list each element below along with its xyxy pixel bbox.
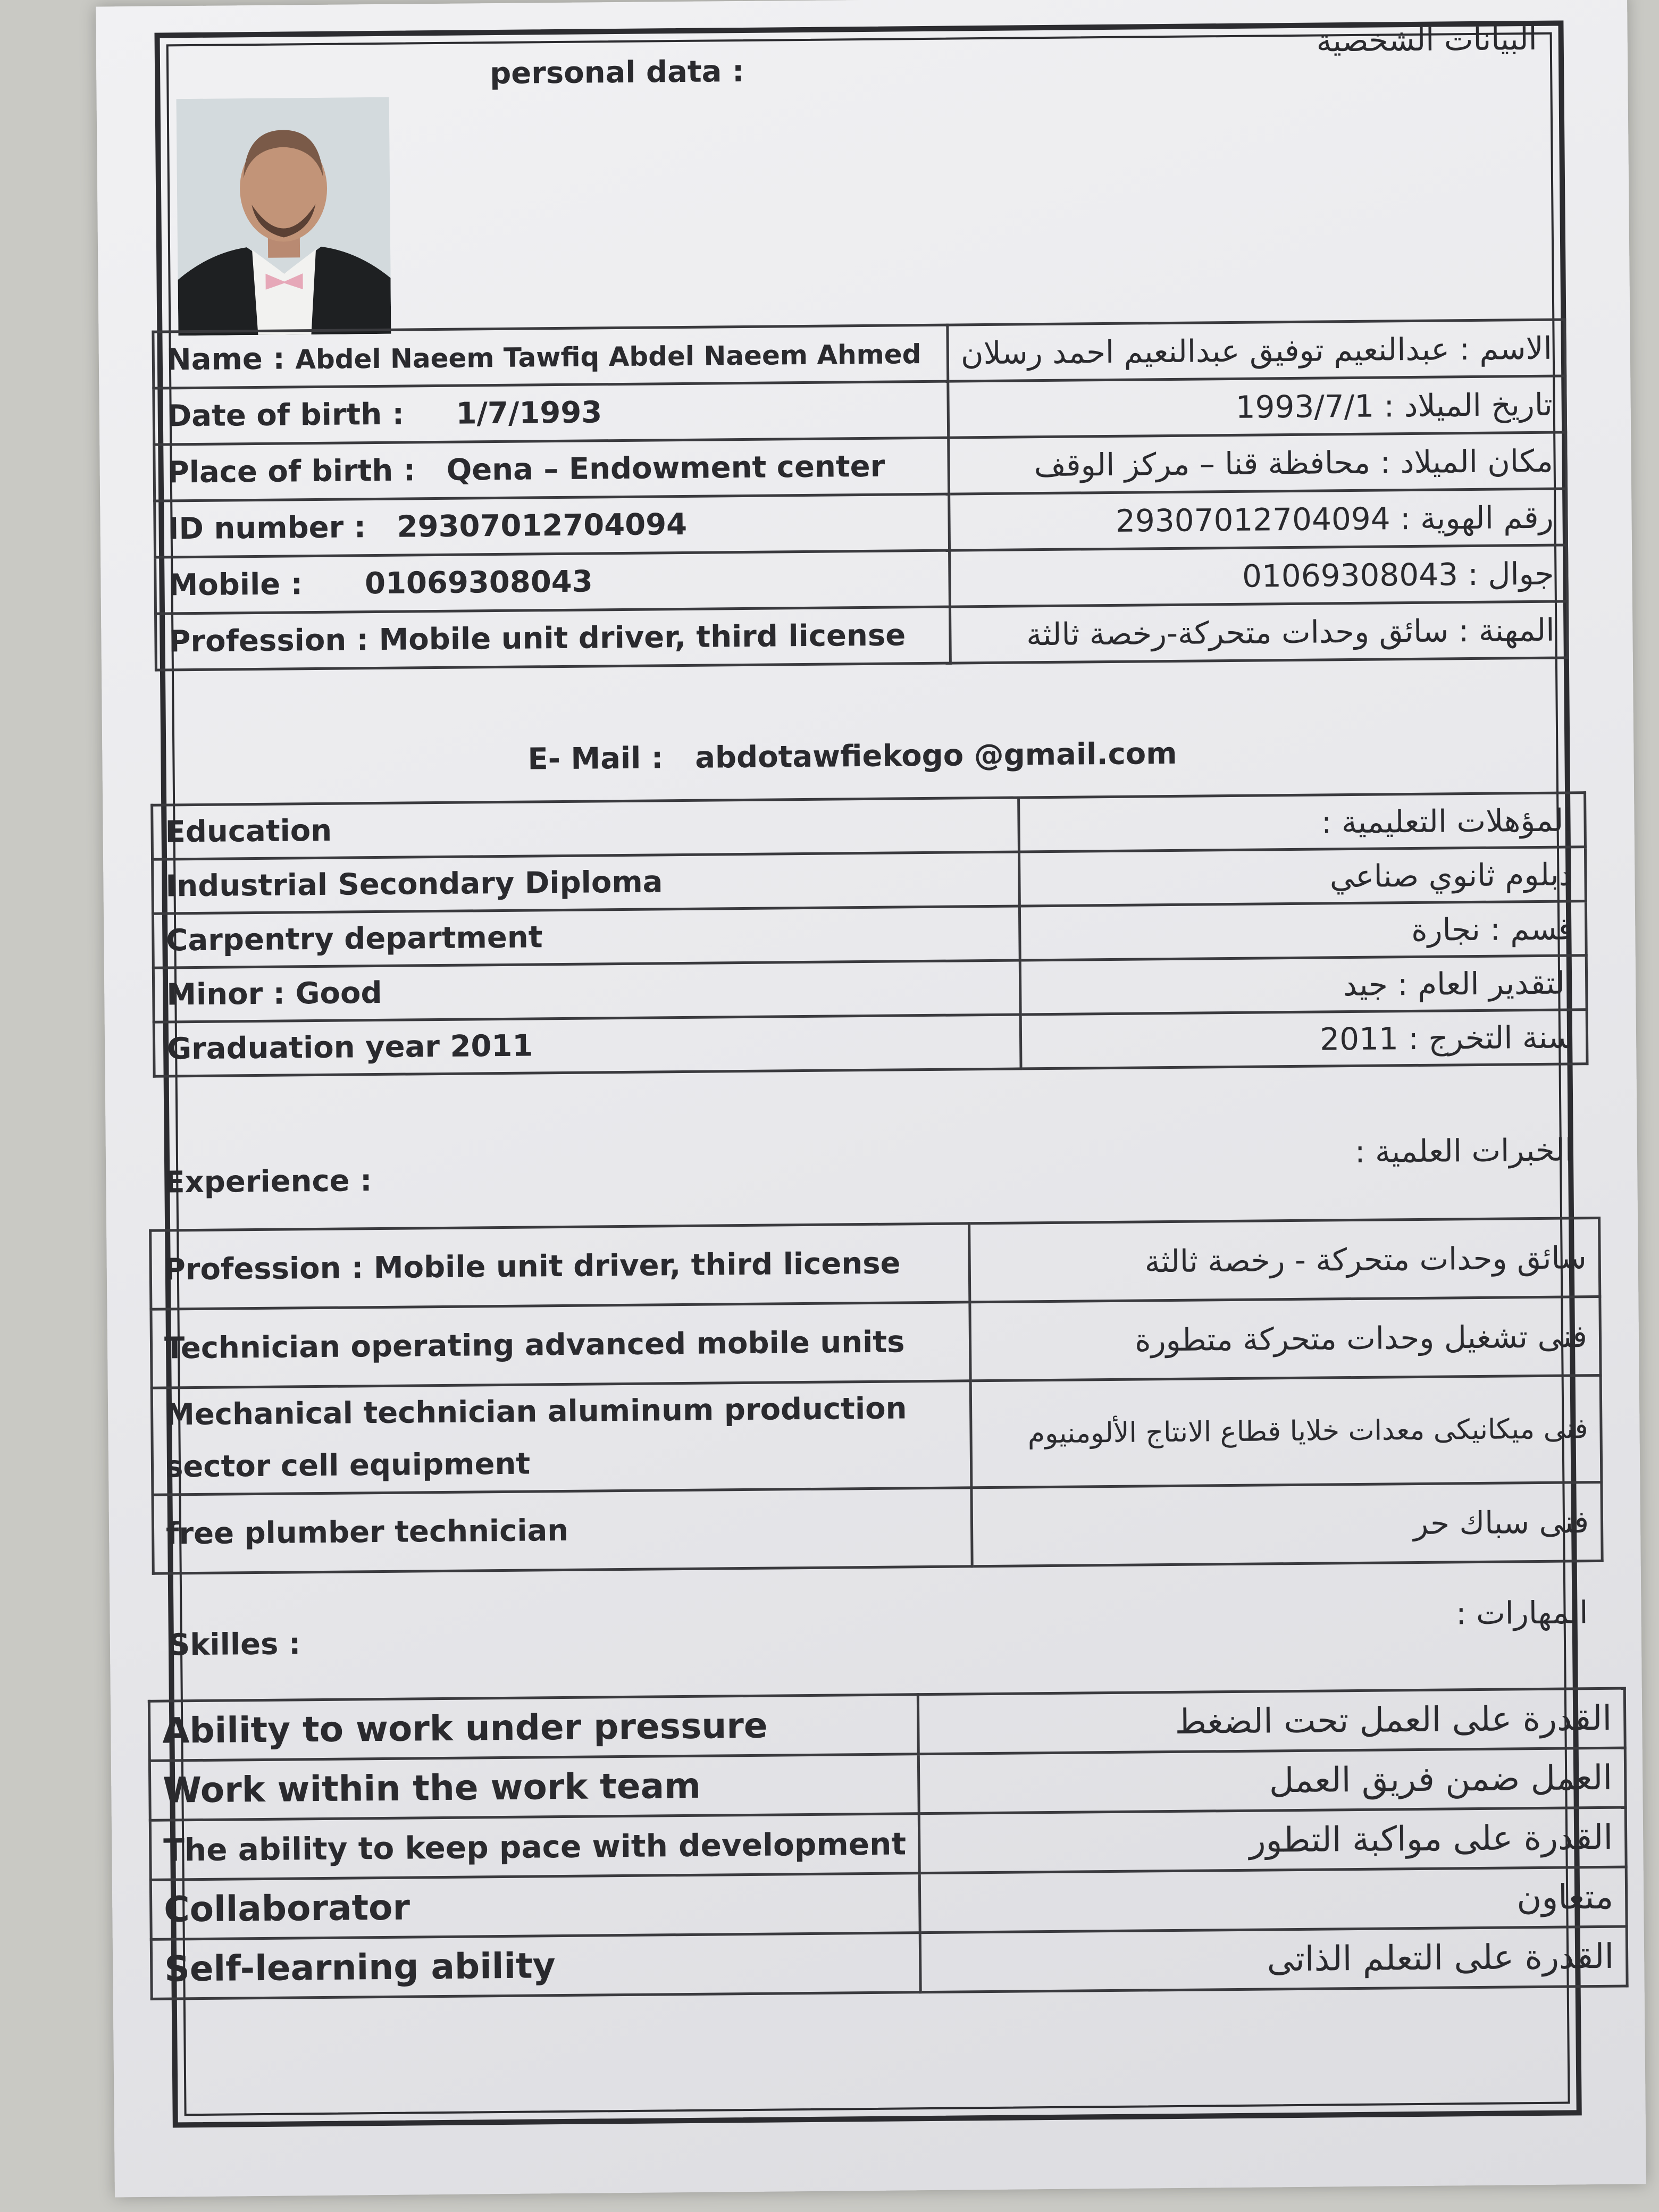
id-label: ID number : — [167, 510, 366, 547]
experience-en: free plumber technician — [153, 1488, 972, 1573]
experience-ar: فنى تشغيل وحدات متحركة متطورة — [970, 1296, 1601, 1380]
skill-ar: القدرة على التعلم الذاتى — [920, 1926, 1627, 1992]
pob-value: Qena – Endowment center — [446, 449, 885, 488]
mobile-cell — [155, 550, 950, 614]
experience-en: Technician operating advanced mobile units — [151, 1302, 970, 1388]
pob-cell-ar: مكان الميلاد : محافظة قنا – مركز الوقف — [949, 432, 1566, 494]
profession-label: Profession : — [169, 622, 379, 659]
skill-en: Work within the work team — [149, 1754, 919, 1821]
id-cell — [155, 494, 950, 557]
name-cell — [153, 325, 948, 388]
personal-data-table — [152, 318, 1569, 671]
email-line — [527, 736, 1177, 777]
profession-value: Mobile unit driver, third license — [379, 618, 906, 657]
education-en: Carpentry department — [153, 906, 1020, 968]
education-en: Graduation year 2011 — [154, 1015, 1021, 1076]
mobile-value: 01069308043 — [364, 564, 593, 601]
name-cell-ar: الاسم : عبدالنعيم توفيق عبدالنعيم احمد رسلان — [948, 320, 1565, 381]
skills-table — [148, 1687, 1629, 2000]
pob-cell — [154, 438, 949, 501]
table-row — [151, 1296, 1601, 1388]
education-ar: التقدير العام : جيد — [1020, 956, 1587, 1015]
table-row — [151, 1926, 1627, 1999]
experience-en: Profession : Mobile unit driver, third license — [150, 1224, 970, 1309]
name-label: Name : — [166, 341, 296, 378]
skill-ar: القدرة على مواكبة التطور — [919, 1807, 1626, 1873]
experience-ar: فنى ميكانيكى معدات خلايا قطاع الانتاج الألومنيوم — [970, 1375, 1602, 1487]
skills-heading-ar: المهارات : — [1455, 1594, 1588, 1632]
experience-heading-en: Experience : — [164, 1163, 372, 1200]
mobile-label: Mobile : — [168, 567, 303, 603]
education-en: Minor : Good — [153, 960, 1020, 1022]
table-row — [150, 1218, 1600, 1309]
skill-en: Collaborator — [150, 1873, 920, 1940]
skill-en: Self-learning ability — [151, 1933, 920, 1999]
personal-data-heading-ar: البيانات الشخصية — [1316, 20, 1537, 59]
skills-heading-en: Skilles : — [168, 1627, 301, 1663]
skill-ar: العمل ضمن فريق العمل — [918, 1748, 1626, 1814]
experience-table — [149, 1217, 1604, 1575]
skill-ar: القدرة على العمل تحت الضغط — [918, 1688, 1625, 1754]
education-ar: سنة التخرج : 2011 — [1020, 1010, 1587, 1069]
personal-data-heading-en: personal data : — [489, 54, 744, 91]
dob-label: Date of birth : — [166, 397, 405, 434]
mobile-cell-ar: جوال : 01069308043 — [950, 545, 1568, 607]
education-ar: دبلوم ثانوي صناعي — [1019, 847, 1586, 906]
education-en: Education — [152, 798, 1019, 859]
resume-paper — [96, 0, 1646, 2197]
id-value: 29307012704094 — [397, 507, 688, 544]
dob-value: 1/7/1993 — [456, 395, 602, 431]
skill-en: The ability to keep pace with development — [150, 1814, 919, 1880]
name-value: Abdel Naeem Tawfiq Abdel Naeem Ahmed — [295, 339, 921, 375]
education-ar: قسم : نجارة — [1019, 901, 1586, 960]
table-row — [156, 601, 1568, 670]
experience-en: Mechanical technician aluminum production sector cell equipment — [152, 1381, 971, 1495]
profession-cell-ar: المهنة : سائق وحدات متحركة-رخصة ثالثة — [950, 601, 1568, 663]
table-row — [152, 1375, 1602, 1495]
profession-cell — [156, 607, 951, 670]
email-label: E- Mail : — [527, 741, 664, 777]
skill-ar: متعاون — [919, 1867, 1627, 1933]
experience-heading-ar: الخبرات العلمية : — [1354, 1132, 1574, 1170]
education-ar: المؤهلات التعليمية : — [1019, 793, 1586, 852]
email-value: abdotawfiekogo @gmail.com — [694, 736, 1177, 775]
id-cell-ar: رقم الهوية : 29307012704094 — [949, 489, 1567, 550]
dob-cell — [154, 381, 949, 445]
pob-label: Place of birth : — [167, 453, 416, 490]
table-row — [153, 1482, 1602, 1573]
dob-cell-ar: تاريخ الميلاد : 1993/7/1 — [948, 376, 1566, 438]
education-en: Industrial Secondary Diploma — [153, 852, 1020, 914]
experience-ar: فنى سباك حر — [971, 1482, 1602, 1566]
experience-ar: سائق وحدات متحركة - رخصة ثالثة — [969, 1218, 1600, 1302]
education-table — [150, 791, 1588, 1078]
profile-photo — [177, 97, 391, 336]
skill-en: Ability to work under pressure — [149, 1695, 918, 1761]
